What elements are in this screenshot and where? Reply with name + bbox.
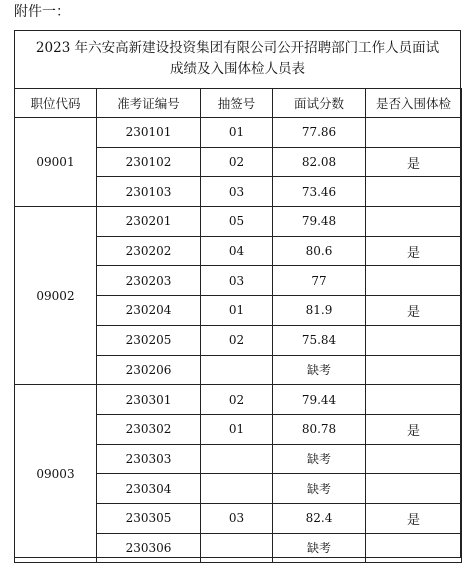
position-code-cell: 09003 [15,385,97,563]
medical-check-cell [366,325,462,355]
header-interview-score: 面试分数 [273,89,366,118]
medical-check-cell [366,207,462,237]
score-cell: 82.4 [273,503,366,533]
draw-number-cell: 02 [201,325,273,355]
exam-id-cell: 230302 [97,414,201,444]
score-cell: 81.9 [273,296,366,326]
score-cell: 77 [273,266,366,296]
score-cell: 缺考 [273,533,366,563]
exam-id-cell: 230103 [97,177,201,207]
draw-number-cell: 03 [201,177,273,207]
draw-number-cell: 05 [201,207,273,237]
medical-check-cell: 是 [366,414,462,444]
score-cell: 缺考 [273,444,366,474]
score-cell: 缺考 [273,474,366,504]
header-draw-number: 抽签号 [201,89,273,118]
exam-id-cell: 230206 [97,355,201,385]
exam-id-cell: 230303 [97,444,201,474]
exam-id-cell: 230305 [97,503,201,533]
medical-check-cell [366,474,462,504]
draw-number-cell: 01 [201,414,273,444]
attachment-label: 附件一： [14,4,70,20]
draw-number-cell: 01 [201,296,273,326]
draw-number-cell: 03 [201,266,273,296]
medical-check-cell [366,444,462,474]
exam-id-cell: 230102 [97,147,201,177]
table-row [15,207,462,237]
results-table [14,88,462,563]
exam-id-cell: 230202 [97,236,201,266]
medical-check-cell: 是 [366,503,462,533]
header-exam-id: 准考证编号 [97,89,201,118]
exam-id-cell: 230201 [97,207,201,237]
header-medical-check: 是否入围体检 [366,89,462,118]
table-row [15,118,462,148]
exam-id-cell: 230205 [97,325,201,355]
medical-check-cell [366,118,462,148]
exam-id-cell: 230101 [97,118,201,148]
medical-check-cell [366,355,462,385]
draw-number-cell [201,355,273,385]
exam-id-cell: 230304 [97,474,201,504]
medical-check-cell: 是 [366,147,462,177]
draw-number-cell: 02 [201,385,273,415]
draw-number-cell [201,474,273,504]
medical-check-cell [366,266,462,296]
position-code-cell: 09002 [15,207,97,385]
draw-number-cell: 01 [201,118,273,148]
score-cell: 缺考 [273,355,366,385]
page-title [14,30,461,88]
score-cell: 75.84 [273,325,366,355]
medical-check-cell: 是 [366,296,462,326]
score-cell: 80.78 [273,414,366,444]
exam-id-cell: 230301 [97,385,201,415]
title-line-1: 2023 年六安高新建设投资集团有限公司公开招聘部门工作人员面试 [35,40,440,56]
exam-id-cell: 230306 [97,533,201,563]
draw-number-cell [201,444,273,474]
medical-check-cell: 是 [366,236,462,266]
score-cell: 73.46 [273,177,366,207]
header-position-code: 职位代码 [15,89,97,118]
table-row [15,385,462,415]
draw-number-cell: 03 [201,503,273,533]
header-row [15,89,462,118]
medical-check-cell [366,385,462,415]
draw-number-cell [201,533,273,563]
position-code-cell: 09001 [15,118,97,207]
draw-number-cell: 02 [201,147,273,177]
draw-number-cell: 04 [201,236,273,266]
medical-check-cell [366,177,462,207]
score-cell: 82.08 [273,147,366,177]
score-cell: 80.6 [273,236,366,266]
score-cell: 79.48 [273,207,366,237]
score-cell: 77.86 [273,118,366,148]
exam-id-cell: 230204 [97,296,201,326]
exam-id-cell: 230203 [97,266,201,296]
medical-check-cell [366,533,462,563]
score-cell: 79.44 [273,385,366,415]
title-line-2: 成绩及入围体检人员表 [170,61,305,77]
